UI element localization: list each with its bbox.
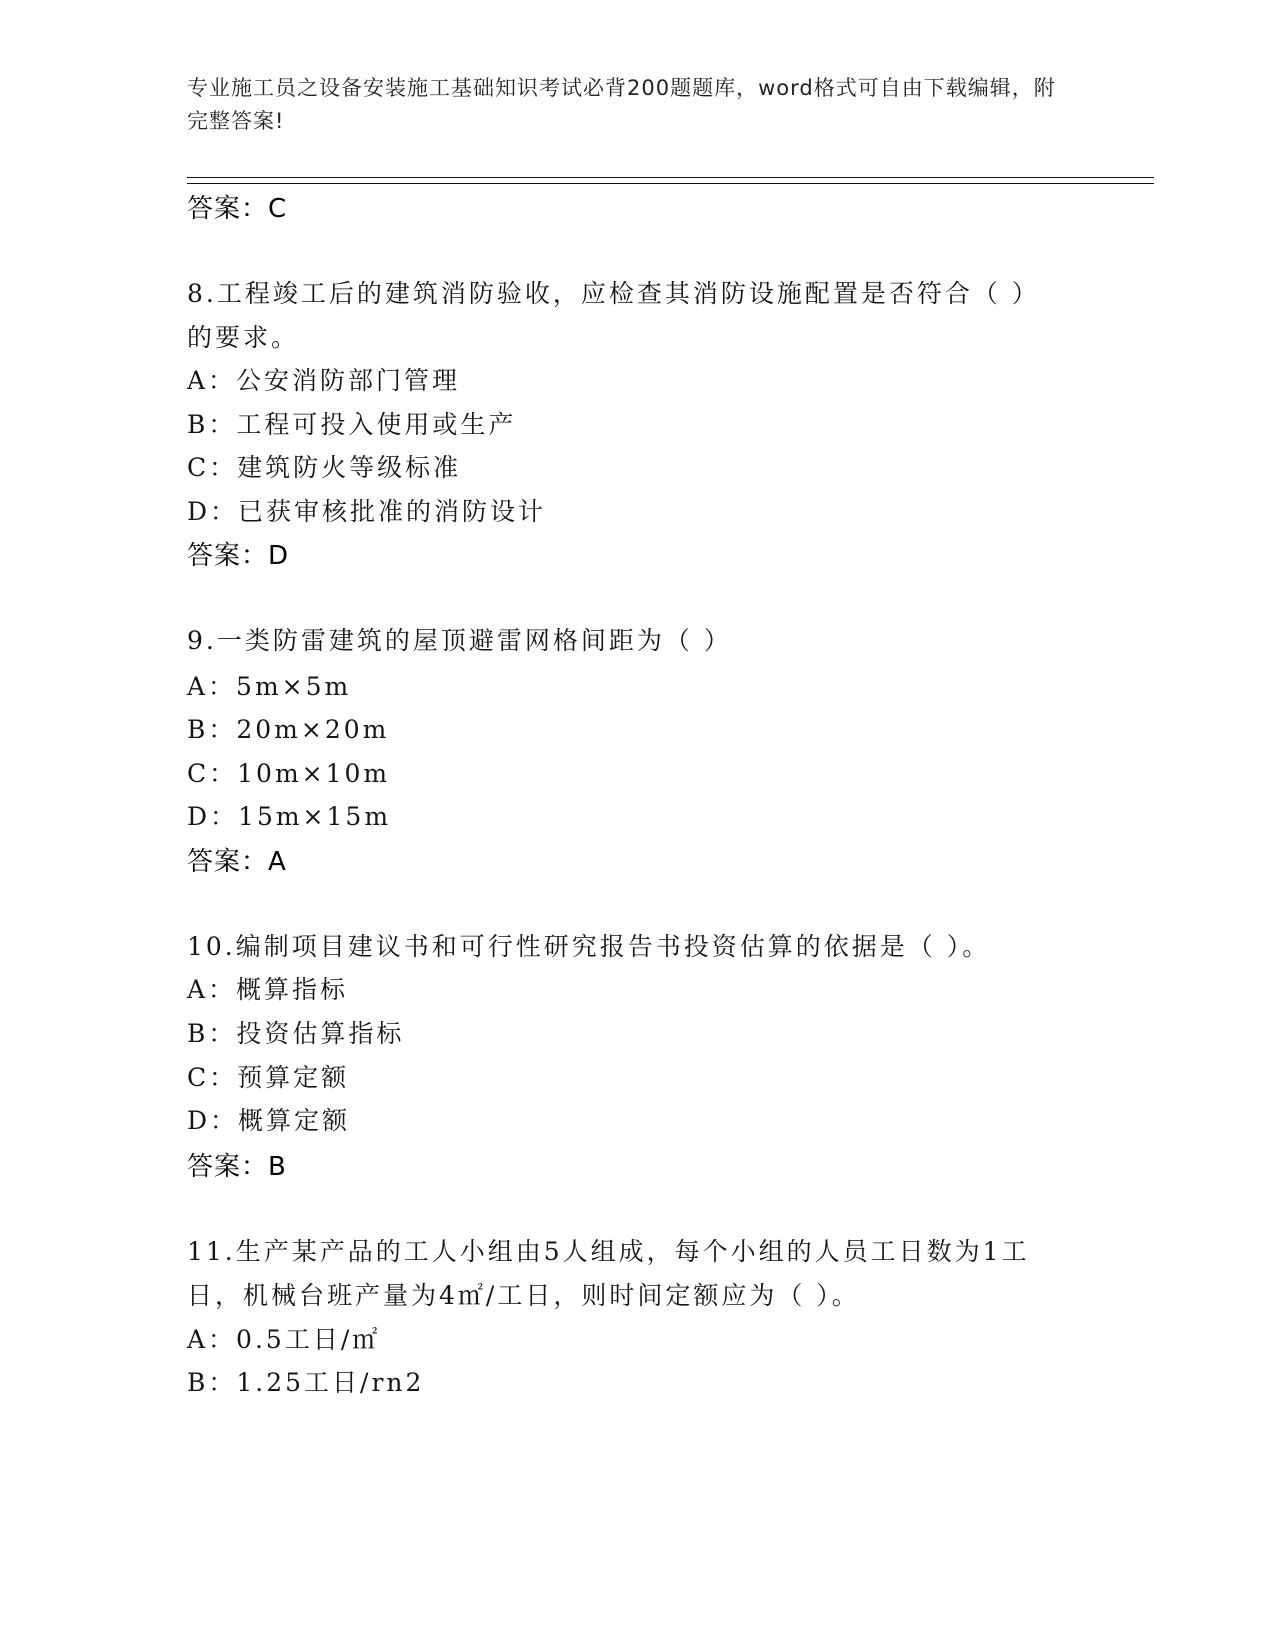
question-11-stem: 11.生产某产品的工人小组由5人组成，每个小组的人员工日数为1工 (187, 1237, 1030, 1266)
question-10-stem: 10.编制项目建议书和可行性研究报告书投资估算的依据是（ ）。 (187, 932, 991, 961)
question-8-option-b: B：工程可投入使用或生产 (187, 410, 517, 439)
question-9-answer: 答案：A (187, 847, 287, 877)
question-9-stem: 9.一类防雷建筑的屋顶避雷网格间距为（ ） (187, 626, 732, 655)
answer-7: 答案：C (187, 194, 288, 224)
question-8-option-a: A：公安消防部门管理 (187, 366, 461, 395)
document-header: 专业施工员之设备安装施工基础知识考试必背200题题库，word格式可自由下载编辑，附完整答案! (187, 76, 1056, 133)
question-9-option-b: B：20m×20m (187, 715, 390, 744)
question-8-stem-cont: 的要求。 (187, 323, 300, 352)
question-9-option-a: A：5m×5m (187, 672, 352, 701)
question-11-stem-cont: 日，机械台班产量为4㎡/工日，则时间定额应为（ ）。 (187, 1281, 860, 1310)
question-10-option-d: D：概算定额 (187, 1106, 351, 1135)
question-10-option-b: B：投资估算指标 (187, 1019, 405, 1048)
question-9-option-d: D：15m×15m (187, 802, 392, 831)
header-divider-top (187, 177, 1154, 178)
question-10-option-a: A：概算指标 (187, 975, 349, 1004)
question-11-option-b: B：1.25工日/rn2 (187, 1368, 425, 1397)
question-8-answer: 答案：D (187, 541, 290, 571)
question-9-option-c: C：10m×10m (187, 759, 391, 788)
question-10-answer: 答案：B (187, 1152, 287, 1182)
header-divider-bottom (187, 183, 1154, 184)
question-8-stem: 8.工程竣工后的建筑消防验收，应检查其消防设施配置是否符合（ ） (187, 279, 1040, 308)
question-8-option-c: C：建筑防火等级标准 (187, 453, 462, 482)
question-10-option-c: C：预算定额 (187, 1063, 350, 1092)
question-11-option-a: A：0.5工日/㎡ (187, 1325, 381, 1354)
question-8-option-d: D：已获审核批准的消防设计 (187, 497, 547, 526)
